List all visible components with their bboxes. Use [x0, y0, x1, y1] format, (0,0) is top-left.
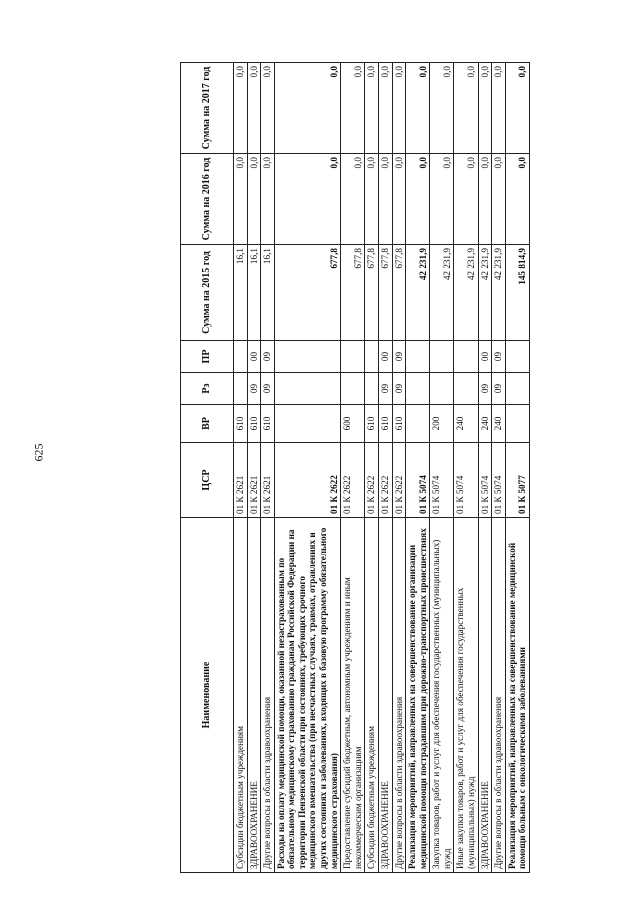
cell-rz: 09 — [492, 372, 506, 404]
cell-sum-2017: 0,0 — [406, 62, 430, 153]
cell-sum-2016: 0,0 — [454, 153, 478, 244]
cell-csr: 01 К 2622 — [274, 442, 340, 517]
cell-rz: 09 — [378, 372, 392, 404]
cell-sum-2016: 0,0 — [247, 153, 261, 244]
page-number: 625 — [31, 443, 46, 462]
cell-csr: 01 К 5074 — [454, 442, 478, 517]
cell-vr: 610 — [234, 404, 248, 442]
cell-pr: 09 — [261, 340, 275, 372]
cell-sum-2015: 16,1 — [247, 244, 261, 340]
cell-csr: 01 К 2621 — [247, 442, 261, 517]
cell-sum-2017: 0,0 — [392, 62, 406, 153]
cell-sum-2016: 0,0 — [365, 153, 379, 244]
cell-name: ЗДРАВООХРАНЕНИЕ — [247, 517, 261, 872]
cell-name: Другие вопросы в области здравоохранения — [392, 517, 406, 872]
table-row — [378, 62, 392, 872]
cell-pr — [430, 340, 454, 372]
table-body — [234, 62, 530, 872]
cell-sum-2015: 16,1 — [234, 244, 248, 340]
cell-rz — [505, 372, 529, 404]
table-row — [392, 62, 406, 872]
cell-name: Субсидии бюджетным учреждениям — [234, 517, 248, 872]
cell-name: Расходы на оплату медицинской помощи, оказанной незастрахованным по обязательному медицинскому страхованию гражданам Российской Федерации на территории Пензенской области при состояниях, требующих срочного медицинского вмешательства (при несчастных случаях, травмах, отравлениях и других состояниях и заболеваниях, входящих в базовую программу обязательного медицинского страхования) — [274, 517, 340, 872]
cell-rz: 09 — [478, 372, 492, 404]
cell-name: Иные закупки товаров, работ и услуг для обеспечения государственных (муниципальных) нужд — [454, 517, 478, 872]
budget-table — [180, 62, 530, 873]
cell-vr: 200 — [430, 404, 454, 442]
cell-sum-2016: 0,0 — [505, 153, 529, 244]
cell-sum-2015: 677,8 — [341, 244, 365, 340]
cell-sum-2016: 0,0 — [234, 153, 248, 244]
header-rz: Рз — [181, 372, 234, 404]
cell-name: Реализация мероприятий, направленных на совершенствование организации медицинской помощи пострадавшим при дорожно-транспортных происшествиях — [406, 517, 430, 872]
cell-pr: 00 — [247, 340, 261, 372]
cell-name: Субсидии бюджетным учреждениям — [365, 517, 379, 872]
cell-sum-2017: 0,0 — [478, 62, 492, 153]
table-row — [454, 62, 478, 872]
cell-vr: 240 — [492, 404, 506, 442]
cell-rz — [365, 372, 379, 404]
cell-sum-2017: 0,0 — [274, 62, 340, 153]
header-pr: ПР — [181, 340, 234, 372]
cell-sum-2017: 0,0 — [247, 62, 261, 153]
cell-sum-2017: 0,0 — [234, 62, 248, 153]
cell-vr: 610 — [261, 404, 275, 442]
cell-sum-2015: 677,8 — [274, 244, 340, 340]
cell-rz — [234, 372, 248, 404]
cell-vr: 610 — [392, 404, 406, 442]
cell-pr — [365, 340, 379, 372]
cell-vr — [274, 404, 340, 442]
cell-name: ЗДРАВООХРАНЕНИЕ — [378, 517, 392, 872]
cell-sum-2016: 0,0 — [492, 153, 506, 244]
cell-name: Другие вопросы в области здравоохранения — [261, 517, 275, 872]
cell-csr: 01 К 2622 — [378, 442, 392, 517]
cell-sum-2015: 16,1 — [261, 244, 275, 340]
cell-sum-2015: 42 231,9 — [478, 244, 492, 340]
cell-rz — [406, 372, 430, 404]
cell-vr: 610 — [378, 404, 392, 442]
cell-sum-2016: 0,0 — [392, 153, 406, 244]
cell-rz: 09 — [247, 372, 261, 404]
cell-sum-2016: 0,0 — [261, 153, 275, 244]
cell-sum-2015: 677,8 — [365, 244, 379, 340]
cell-pr — [341, 340, 365, 372]
table-row — [430, 62, 454, 872]
table-row — [406, 62, 430, 872]
cell-vr: 240 — [478, 404, 492, 442]
cell-sum-2017: 0,0 — [365, 62, 379, 153]
table-row — [261, 62, 275, 872]
cell-csr: 01 К 5074 — [406, 442, 430, 517]
cell-sum-2015: 677,8 — [392, 244, 406, 340]
cell-sum-2016: 0,0 — [406, 153, 430, 244]
cell-name: Реализация мероприятий, направленных на совершенствование медицинской помощи больным с онкологическими заболеваниями — [505, 517, 529, 872]
cell-csr: 01 К 2622 — [392, 442, 406, 517]
cell-sum-2016: 0,0 — [478, 153, 492, 244]
cell-sum-2017: 0,0 — [492, 62, 506, 153]
cell-csr: 01 К 2622 — [341, 442, 365, 517]
cell-sum-2017: 0,0 — [261, 62, 275, 153]
cell-rz: 09 — [392, 372, 406, 404]
cell-sum-2017: 0,0 — [378, 62, 392, 153]
cell-name: ЗДРАВООХРАНЕНИЕ — [478, 517, 492, 872]
cell-vr: 610 — [365, 404, 379, 442]
cell-sum-2015: 145 814,9 — [505, 244, 529, 340]
table-row — [478, 62, 492, 872]
cell-pr — [406, 340, 430, 372]
header-sum-2017: Сумма на 2017 год — [181, 62, 234, 153]
cell-sum-2016: 0,0 — [274, 153, 340, 244]
cell-sum-2015: 677,8 — [378, 244, 392, 340]
cell-sum-2015: 42 231,9 — [430, 244, 454, 340]
table-header-row — [181, 62, 234, 872]
cell-vr: 240 — [454, 404, 478, 442]
table-row — [274, 62, 340, 872]
cell-csr: 01 К 2621 — [234, 442, 248, 517]
cell-sum-2016: 0,0 — [378, 153, 392, 244]
header-name: Наименование — [181, 517, 234, 872]
cell-rz: 09 — [261, 372, 275, 404]
cell-name: Предоставление субсидий бюджетным, автономным учреждениям и иным некоммерческим организациям — [341, 517, 365, 872]
table-row — [247, 62, 261, 872]
cell-rz — [341, 372, 365, 404]
cell-vr — [406, 404, 430, 442]
rotated-table-container — [180, 63, 530, 873]
cell-pr: 00 — [378, 340, 392, 372]
cell-sum-2016: 0,0 — [430, 153, 454, 244]
cell-sum-2017: 0,0 — [454, 62, 478, 153]
cell-sum-2016: 0,0 — [341, 153, 365, 244]
header-sum-2016: Сумма на 2016 год — [181, 153, 234, 244]
table-row — [365, 62, 379, 872]
budget-table-wrapper — [180, 63, 530, 873]
cell-rz — [274, 372, 340, 404]
header-sum-2015: Сумма на 2015 год — [181, 244, 234, 340]
cell-sum-2017: 0,0 — [430, 62, 454, 153]
cell-name: Закупка товаров, работ и услуг для обеспечения государственных (муниципальных) нужд — [430, 517, 454, 872]
cell-csr: 01 К 5074 — [430, 442, 454, 517]
cell-rz — [454, 372, 478, 404]
header-csr: ЦСР — [181, 442, 234, 517]
cell-sum-2017: 0,0 — [505, 62, 529, 153]
cell-pr — [505, 340, 529, 372]
cell-sum-2017: 0,0 — [341, 62, 365, 153]
table-row — [341, 62, 365, 872]
cell-pr — [274, 340, 340, 372]
cell-csr: 01 К 5074 — [492, 442, 506, 517]
cell-sum-2015: 42 231,9 — [454, 244, 478, 340]
cell-pr — [234, 340, 248, 372]
cell-vr — [505, 404, 529, 442]
cell-sum-2015: 42 231,9 — [492, 244, 506, 340]
cell-csr: 01 К 5074 — [478, 442, 492, 517]
cell-pr: 09 — [392, 340, 406, 372]
cell-pr: 00 — [478, 340, 492, 372]
cell-vr: 610 — [247, 404, 261, 442]
cell-pr: 09 — [492, 340, 506, 372]
cell-csr: 01 К 5077 — [505, 442, 529, 517]
cell-csr: 01 К 2621 — [261, 442, 275, 517]
table-row — [234, 62, 248, 872]
cell-sum-2015: 42 231,9 — [406, 244, 430, 340]
header-vr: ВР — [181, 404, 234, 442]
cell-csr: 01 К 2622 — [365, 442, 379, 517]
table-row — [492, 62, 506, 872]
cell-pr — [454, 340, 478, 372]
cell-vr: 600 — [341, 404, 365, 442]
cell-name: Другие вопросы в области здравоохранения — [492, 517, 506, 872]
table-row — [505, 62, 529, 872]
cell-rz — [430, 372, 454, 404]
